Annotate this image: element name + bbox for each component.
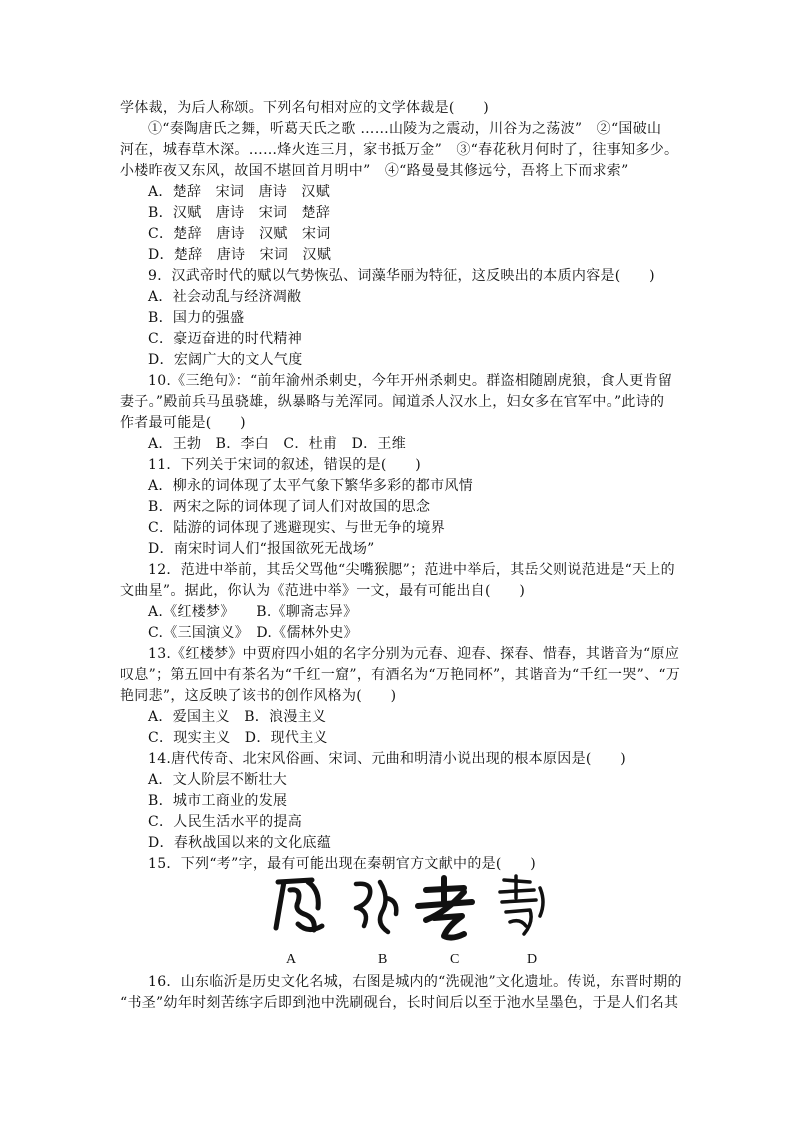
option-line: B．两宋之际的词体现了词人们对故国的思念	[148, 499, 431, 515]
option-line: A．王勃 B．李白 C．杜甫 D．王维	[148, 436, 407, 452]
glyph-b-clerical-script	[356, 882, 396, 932]
glyph-label-b: B	[378, 952, 388, 967]
question-line: 10.《三绝句》：“前年渝州杀刺史，今年开州杀刺史。群盗相随剧虎狼，食人更肯留	[148, 373, 673, 389]
text-line: 小楼昨夜又东风，故国不堪回首月明中” ④“路曼曼其修远兮，吾将上下而求索”	[120, 163, 629, 179]
option-line: D．宏阔广大的文人气度	[148, 352, 303, 368]
glyph-label-c: C	[450, 952, 460, 967]
option-line: A.《红楼梦》 B.《聊斋志异》	[148, 604, 358, 620]
option-line: A．楚辞 宋词 唐诗 汉赋	[148, 184, 331, 200]
glyph-c-regular-script	[418, 878, 472, 938]
glyph-label-d: D	[527, 952, 538, 967]
glyph-d-bronze-script	[500, 876, 543, 934]
option-line: D．楚辞 唐诗 宋词 汉赋	[148, 247, 332, 263]
text-line: 作者最可能是( )	[120, 415, 246, 431]
question-line: 14.唐代传奇、北宋风俗画、宋词、元曲和明清小说出现的根本原因是( )	[148, 751, 626, 767]
question-line: 16．山东临沂是历史文化名城，右图是城内的“洗砚池”文化遗址。传说，东晋时期的	[148, 974, 682, 990]
text-line: ①“奏陶唐氏之舞，听葛天氏之歌 ……山陵为之震动，川谷为之荡波” ②“国破山	[148, 121, 662, 137]
option-line: C.《三国演义》 D.《儒林外史》	[148, 625, 358, 641]
glyph-label-a: A	[286, 952, 297, 967]
option-line: A．爱国主义 B．浪漫主义	[148, 709, 327, 725]
option-line: D．春秋战国以来的文化底蕴	[148, 835, 332, 851]
option-line: B．汉赋 唐诗 宋词 楚辞	[148, 205, 331, 221]
text-line: 河在，城春草木深。……烽火连三月，家书抵万金” ③“春花秋月何时了，往事知多少。	[120, 142, 679, 158]
question-line: 9．汉武帝时代的赋以气势恢弘、词藻华丽为特征，这反映出的本质内容是( )	[148, 268, 655, 284]
question-line: 11．下列关于宋词的叙述，错误的是( )	[148, 457, 422, 473]
question-line: 13.《红楼梦》中贾府四小姐的名字分别为元春、迎春、探春、惜春，其谐音为“原应	[148, 646, 680, 662]
option-line: B．国力的强盛	[148, 310, 245, 326]
question-line: 15．下列“考”字，最有可能出现在秦朝官方文献中的是( )	[148, 856, 537, 872]
kao-script-figure	[268, 868, 558, 948]
text-line: 叹息”；第五回中有茶名为“千红一窟”，有酒名为“万艳同杯”，其谐音为“千红一哭”、“万	[120, 667, 681, 683]
option-line: A．文人阶层不断壮大	[148, 772, 288, 788]
option-line: D．南宋时词人们“报国欲死无战场”	[148, 541, 375, 557]
option-line: A．社会动乱与经济凋敝	[148, 289, 302, 305]
option-line: A．柳永的词体现了太平气象下繁华多彩的都市风情	[148, 478, 474, 494]
text-line: 艳同悲”，这反映了该书的创作风格为( )	[120, 688, 397, 704]
text-line: 学体裁，为后人称颂。下列名句相对应的文学体裁是( )	[120, 100, 490, 116]
option-line: B．城市工商业的发展	[148, 793, 288, 809]
text-line: 妻子。”殿前兵马虽骁雄，纵暴略与羌浑同。闻道杀人汉水上，妇女多在官军中。”此诗的	[120, 394, 665, 410]
option-line: C．陆游的词体现了逃避现实、与世无争的境界	[148, 520, 446, 536]
text-line: “书圣”幼年时刻苦练字后即到池中洗刷砚台，长时间后以至于池水呈墨色，于是人们名其	[120, 995, 679, 1011]
option-line: C．豪迈奋进的时代精神	[148, 331, 303, 347]
option-line: C．人民生活水平的提高	[148, 814, 303, 830]
option-line: C．楚辞 唐诗 汉赋 宋词	[148, 226, 331, 242]
question-line: 12．范进中举前，其岳父骂他“尖嘴猴腮”；范进中举后，其岳父则说范进是“天上的	[148, 562, 675, 578]
glyph-a-seal-script	[276, 880, 322, 930]
option-line: C．现实主义 D．现代主义	[148, 730, 328, 746]
text-line: 文曲星”。据此，你认为《范进中举》一文，最有可能出自( )	[120, 583, 526, 599]
